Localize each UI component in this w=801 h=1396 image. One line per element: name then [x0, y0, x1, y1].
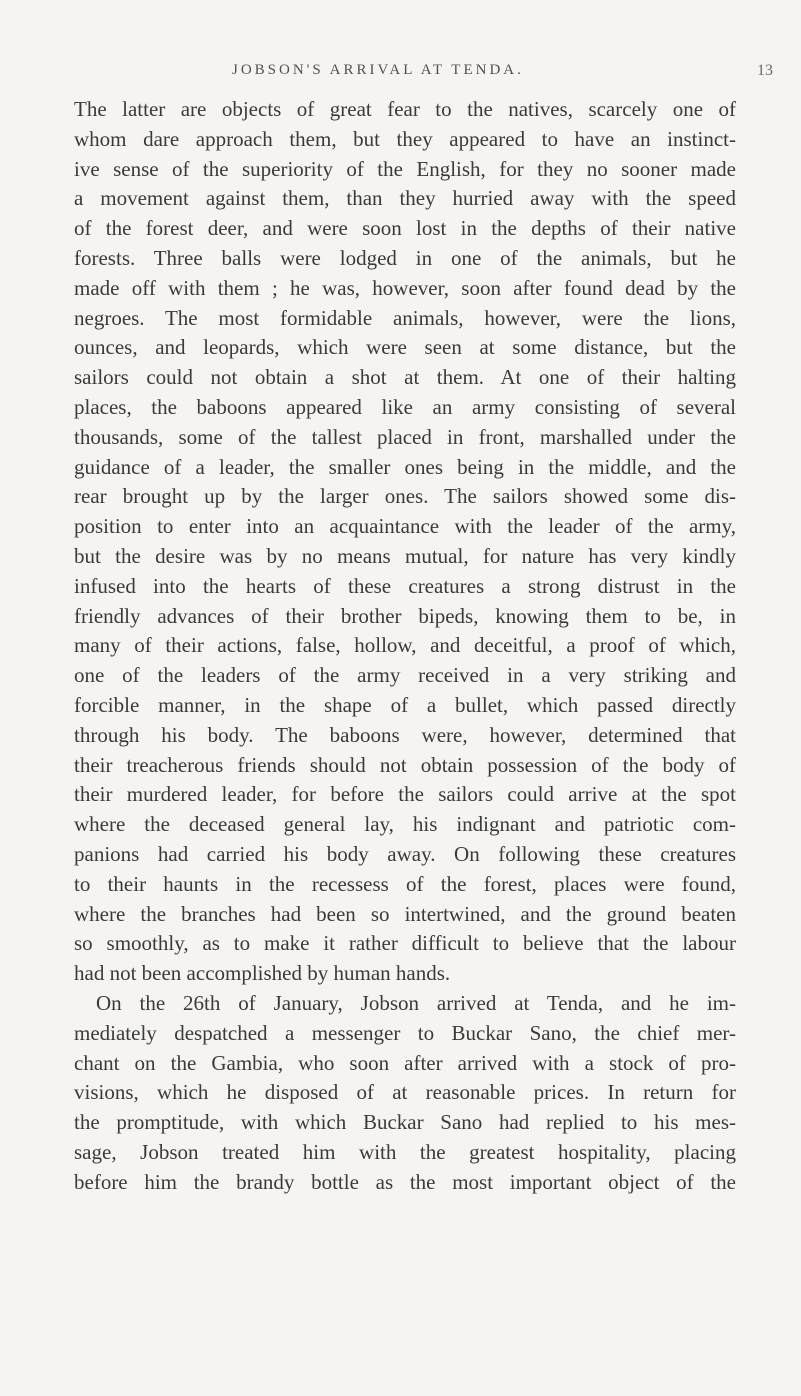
- text-line: panions had carried his body away. On following these creatures: [74, 841, 736, 866]
- text-line: one of the leaders of the army received in a very striking and: [74, 663, 736, 688]
- text-line: so smoothly, as to make it rather difficult to believe that the labour: [74, 931, 736, 956]
- text-line: rear brought up by the larger ones. The sailors showed some dis-: [74, 484, 736, 509]
- text-line: a movement against them, than they hurried away with the speed: [74, 186, 736, 211]
- text-line: forests. Three balls were lodged in one of the animals, but he: [74, 245, 736, 270]
- running-title: JOBSON'S ARRIVAL AT TENDA.: [232, 62, 524, 78]
- text-line: through his body. The baboons were, however, determined that: [74, 722, 736, 747]
- text-line: many of their actions, false, hollow, and deceitful, a proof of which,: [74, 633, 736, 658]
- text-line: thousands, some of the tallest placed in front, marshalled under the: [74, 424, 736, 449]
- text-line: their murdered leader, for before the sailors could arrive at the spot: [74, 782, 736, 807]
- text-line: The latter are objects of great fear to the natives, scarcely one of: [74, 97, 736, 121]
- text-line: visions, which he disposed of at reasonable prices. In return for: [74, 1080, 736, 1105]
- text-line: chant on the Gambia, who soon after arrived with a stock of pro-: [74, 1050, 736, 1075]
- text-line: ounces, and leopards, which were seen at some distance, but the: [74, 335, 736, 360]
- text-line: infused into the hearts of these creatures a strong distrust in the: [74, 573, 736, 598]
- text-line: forcible manner, in the shape of a bullet, which passed directly: [74, 692, 736, 717]
- body-text: [74, 95, 736, 1197]
- text-line: where the branches had been so intertwined, and the ground beaten: [74, 901, 736, 926]
- text-line: but the desire was by no means mutual, for nature has very kindly: [74, 543, 736, 568]
- text-line: friendly advances of their brother bipeds, knowing them to be, in: [74, 603, 736, 628]
- text-line: places, the baboons appeared like an army consisting of several: [74, 394, 736, 419]
- text-line: guidance of a leader, the smaller ones being in the middle, and the: [74, 454, 736, 479]
- text-line: before him the brandy bottle as the most important object of the: [74, 1169, 736, 1194]
- text-line: On the 26th of January, Jobson arrived at Tenda, and he im-: [96, 990, 736, 1015]
- text-line: where the deceased general lay, his indignant and patriotic com-: [74, 812, 736, 837]
- text-line: whom dare approach them, but they appeared to have an instinct-: [74, 126, 736, 151]
- text-line: of the forest deer, and were soon lost in the depths of their native: [74, 216, 736, 241]
- text-line: sailors could not obtain a shot at them. At one of their halting: [74, 365, 736, 390]
- text-line: position to enter into an acquaintance with the leader of the army,: [74, 514, 736, 539]
- text-line: had not been accomplished by human hands.: [74, 961, 451, 986]
- text-line: their treacherous friends should not obtain possession of the body of: [74, 752, 736, 777]
- text-line: the promptitude, with which Buckar Sano had replied to his mes-: [74, 1110, 736, 1135]
- page-number: 13: [757, 62, 773, 79]
- text-line: sage, Jobson treated him with the greatest hospitality, placing: [74, 1139, 736, 1164]
- text-line: ive sense of the superiority of the English, for they no sooner made: [74, 156, 736, 181]
- text-line: to their haunts in the recessess of the forest, places were found,: [74, 871, 736, 896]
- text-line: made off with them ; he was, however, soon after found dead by the: [74, 275, 736, 300]
- text-line: mediately despatched a messenger to Buckar Sano, the chief mer-: [74, 1020, 736, 1045]
- text-line: negroes. The most formidable animals, however, were the lions,: [74, 305, 736, 330]
